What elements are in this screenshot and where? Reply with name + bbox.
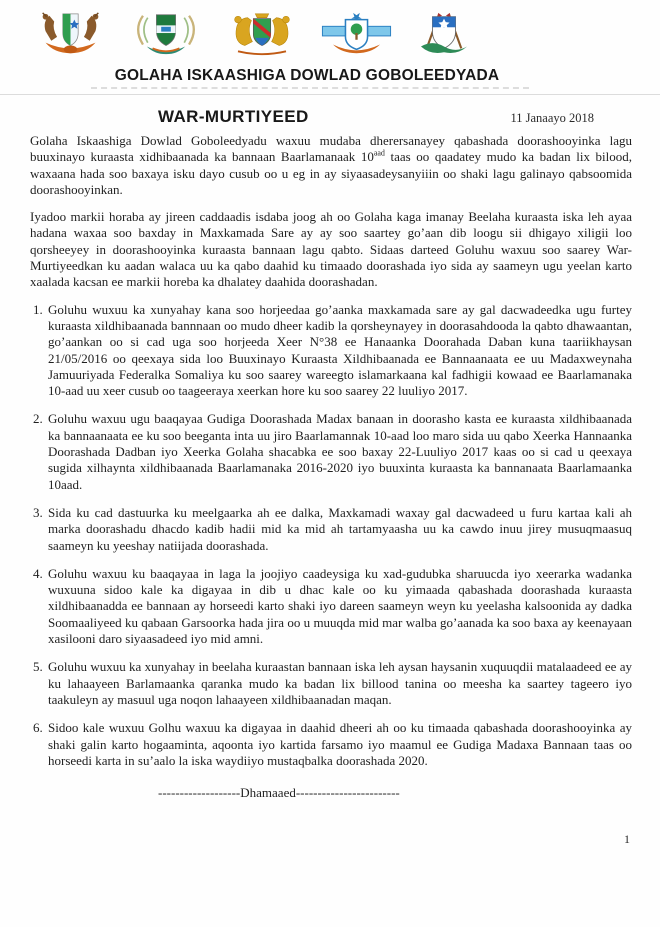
paragraph-context: Iyadoo markii horaba ay jireen caddaadis isdaba joog ah oo Golaha kaga imanay Beelaha kuraasta iska leh ayaa hadana waxaa soo baxday in Maxkamada Sare ay ay soo saartey go’aan dib loogu sii dhigayo xiligii loo qorsheeyey in doorashooyinka kuraasta bannaan lagu qabto. Sidaas darteed Goluhu waxuu soo saarey War-Murtiyeedkan ku aadan walaca uu ka qabo daahid ku timaado doorashada iyo sida ay saameyn ugu yeelan karto xaalada kacsan ee markii horeba ka dhalatey daahida doorashadan. xyxy=(30,209,632,290)
list-item-number: 2. xyxy=(33,411,43,427)
page-number: 1 xyxy=(624,832,630,846)
list-item-text: Goluhu waxuu ugu baaqayaa Gudiga Doorashada Madax banaan in doorasho kasta ee kuraasta xildhibaanada ka bannaanaata ee ku soo beeganta inta uu jiro Baarlamannak 10-aad loo maro sida uu qabo Xeerka Hannaanka Doorashada Dadban iyo Xeerka Golaha shacabka ee soo baxay 22-Luuliyo 2017 kaas oo si cad u qeexaya sugida xilhaynta xildhibaanada Baarlamanaka 2016-2020 iyo buuxinta kuraasta ka bannanaata Baarlamaanka 10aad. xyxy=(48,411,632,492)
list-item xyxy=(30,566,632,647)
header-dashed-divider xyxy=(91,87,529,89)
list-item-text: Sidoo kale wuxuu Golhu waxuu ka digayaa in daahid dheeri ah oo ku timaada qabashada doorashooyinka ay shaki galin karto hogaaminta, aqoonta iyo kartida farsamo iyo maamul ee Gudiga Madaxa Bannaan taas oo horseedi karta in su’aalo la iska waydiiyo mustaqbalka doorashada 2020. xyxy=(48,720,632,768)
paragraph-intro-text: Golaha Iskaashiga Dowlad Goboleedyadu waxuu mudaba dherersanayey qabashada doorashooyinka lagu buuxinayo kuraasta xidhibaanada ka bannaan Baarlamanaak 10 xyxy=(30,133,632,165)
paragraph-intro xyxy=(30,133,632,198)
emblem-row xyxy=(34,10,660,60)
list-item-number: 3. xyxy=(33,504,43,520)
list-item-text: Sida ku cad dastuurka ku meelgaarka ah ee dalka, Maxkamadi waxay gal dacwadeed u furu kartaa kali ah marka doorashadu dhacdo kadib hadii mid ka mid ah tartamyaasha uu ka cawdo inuu jirey musuqmaasuq saameyn ku yeeshay natiijada doorashada. xyxy=(48,504,632,553)
list-item-text: Goluhu wuxuu ka xunyahay kana soo horjeedaa go’aanka maxkamada sare ay gal dacwadeedka ugu furtey kuraasta xildhibaanada bannnaan oo mudo dheer kadib la qorsheynayey in doorasahdooda la qabto dhawaantan, go’aankan oo si cad uga soo horjeeda Xeer N°38 ee Hanaanka Doorahada Daban kuna taariikhaysan 21/05/2016 oo qeexaya sida loo Buuxinayo Kuraasta Xildhibaanada ee Bannaanaata ee uu Madaxweynaha Jamuuriyada Federalka Somaliya ku soo saarey wareegto islamarkaana kal fadhigii kowaad ee Baarlamanaka 10-aad uu xeer cusub oo taageeraya xeerkan hore ku soo saarey 22 luuliyo 2017. xyxy=(48,301,632,399)
state-emblem-5-icon xyxy=(414,10,474,58)
state-emblem-4-icon xyxy=(318,10,395,58)
list-item xyxy=(30,659,632,708)
list-item-number: 6. xyxy=(33,720,43,736)
state-emblem-1-icon xyxy=(34,10,107,58)
list-item-number: 1. xyxy=(33,301,43,317)
list-item xyxy=(30,302,632,400)
list-item-text: Goluhu wuxuu ka xunyahay in beelaha kuraastan bannaan iska leh aysan haysanin xuquuqdii matalaadeed ee ay ku lahaayeen Barlamaanka qaranka mudo ka badan lix billood tanina oo meesha ka saartey tageero iyo taakuleyn ay masuul uga noqon lahaayeen xildhibaanadan maqan. xyxy=(48,659,632,707)
list-item xyxy=(30,411,632,492)
ordinal-superscript: aad xyxy=(373,148,385,158)
list-item-number: 5. xyxy=(33,659,43,675)
org-title: GOLAHA ISKAASHIGA DOWLAD GOBOLEEDYADA xyxy=(114,67,500,84)
title-row xyxy=(0,95,660,127)
list-item xyxy=(30,720,632,769)
list-item xyxy=(30,505,632,554)
doc-title: WAR-MURTIYEED xyxy=(158,107,309,126)
list-item-text: Goluhu waxuu ku baaqayaa in laga la joojiyo caadeysiga ku xad-gudubka sharuucda iyo xeerarka wadanka wuxuuna sidoo kale ka digayaa in dib u dhac kale oo ku yimaada qabashada doorashada kuraasta xildhibaanadda ee bannaan ay horseedi karto shaki iyo dareen saameyn weyn ku yeelasha kalsoonida ay dadka Soomaaliyeed ku qabaan Garsoorka hada jira oo u muuqda mid mar walba go’aanada ka soo baxa ay keenayaan xasilooni daro siyaasadeed iyo mid amni. xyxy=(48,565,632,647)
paragraph-intro-text-cont: taas oo qaadatey mudo ka badan lix bilood, waxaana hada soo baxaya isku dayo cusub oo u eg in ay siyaasadeysanyiiin oo shaki lagu galinayo qabsoomida doorashooyinkan. xyxy=(30,149,632,197)
end-marker: -------------------Dhamaaed------------------------ xyxy=(158,785,400,801)
state-emblem-2-icon xyxy=(126,10,206,58)
document-body xyxy=(0,127,660,801)
doc-date: 11 Janaayo 2018 xyxy=(510,111,594,125)
state-emblem-3-icon xyxy=(225,10,299,58)
list-item-number: 4. xyxy=(33,565,43,581)
